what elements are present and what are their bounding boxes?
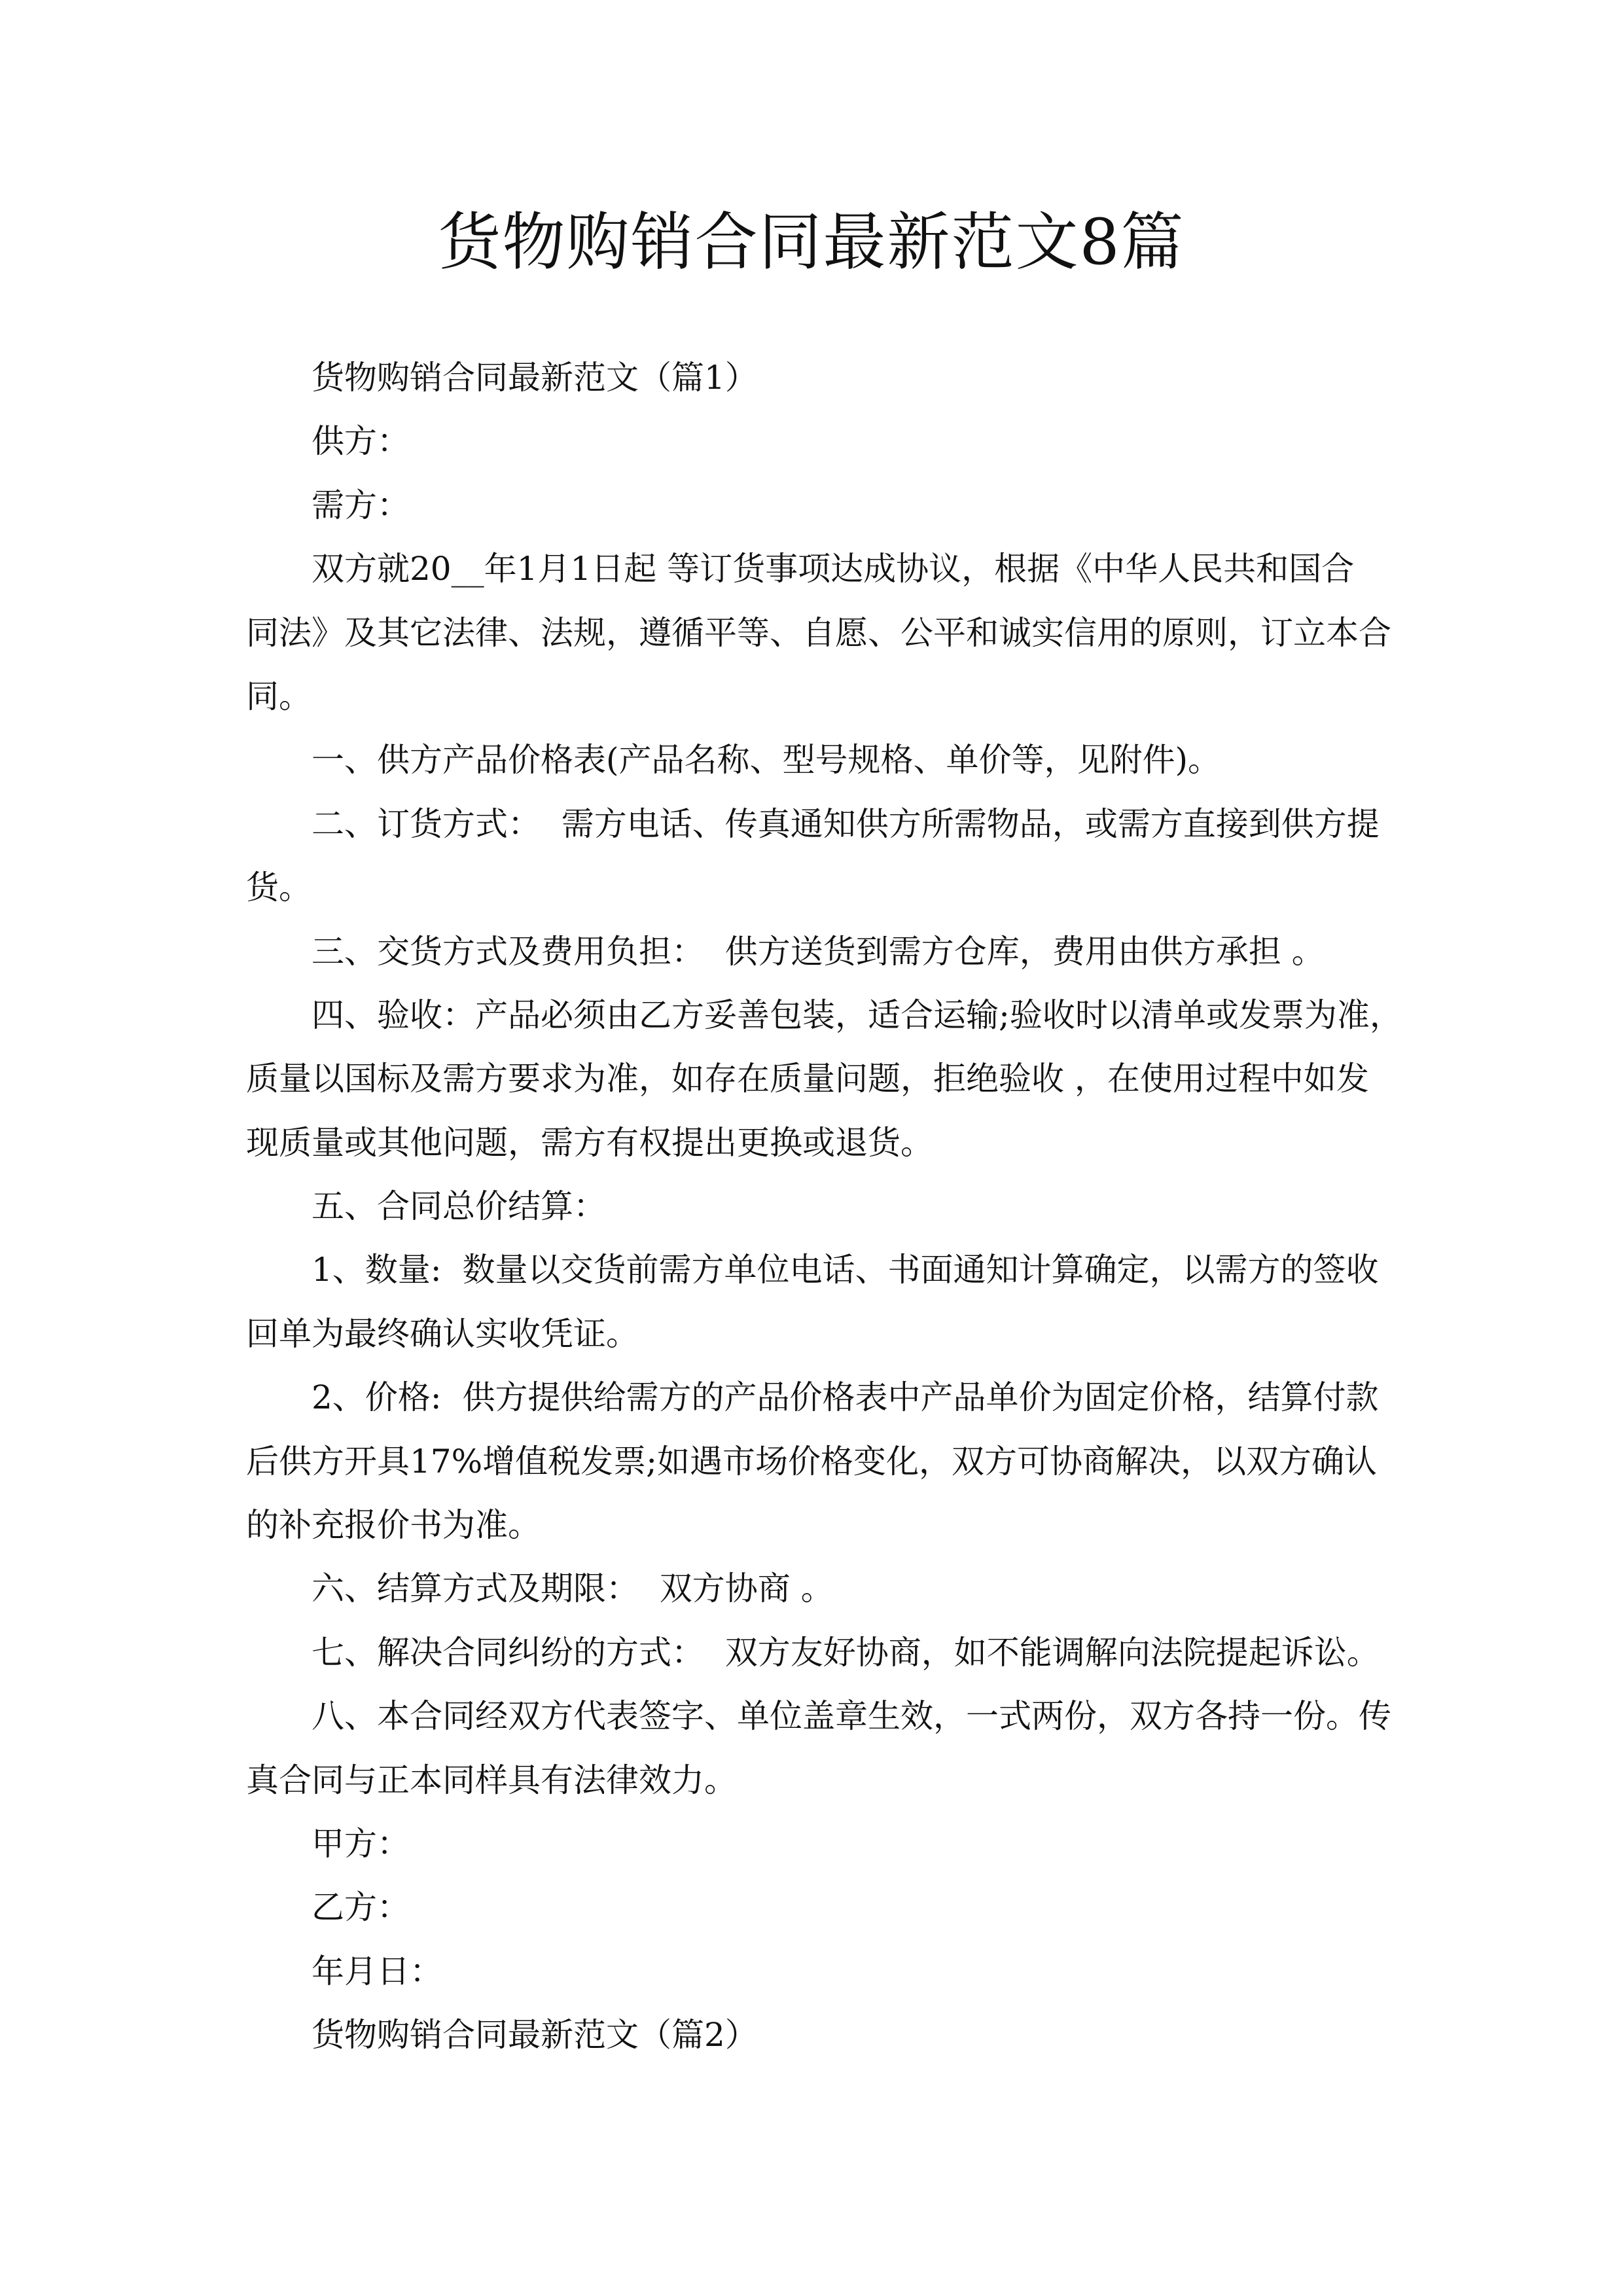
text-line: 一、供方产品价格表(产品名称、型号规格、单价等，见附件)。 <box>312 741 1221 780</box>
document-body <box>246 346 1402 2068</box>
text-line: 货物购销合同最新范文（篇1） <box>312 359 758 397</box>
text-line: 货物购销合同最新范文（篇2） <box>312 2016 758 2054</box>
text-line: 双方就20__年1月1日起 等订货事项达成协议，根据《中华人民共和国合 <box>312 550 1355 588</box>
text-line: 六、结算方式及期限： 双方协商 。 <box>312 1570 834 1608</box>
text-line: 货。 <box>246 869 312 907</box>
text-line: 回单为最终确认实收凭证。 <box>246 1314 639 1353</box>
text-line: 二、订货方式： 需方电话、传真通知供方所需物品，或需方直接到供方提 <box>312 804 1380 843</box>
text-line: 真合同与正本同样具有法律效力。 <box>246 1761 737 1799</box>
document-title: 货物购销合同最新范文8篇 <box>438 206 1185 279</box>
text-line: 供方： <box>312 422 410 461</box>
text-line: 七、解决合同纠纷的方式： 双方友好协商，如不能调解向法院提起诉讼。 <box>312 1633 1380 1672</box>
text-line: 甲方： <box>312 1824 410 1863</box>
text-line: 五、合同总价结算： <box>312 1187 606 1226</box>
text-line: 1、数量: 数量以交货前需方单位电话、书面通知计算确定，以需方的签收 <box>312 1251 1379 1289</box>
text-line: 的补充报价书为准。 <box>246 1506 541 1545</box>
text-line: 年月日： <box>312 1952 442 1990</box>
text-line: 同。 <box>246 677 312 715</box>
text-line: 八、本合同经双方代表签字、单位盖章生效，一式两份，双方各持一份。传 <box>312 1697 1391 1736</box>
text-line: 2、价格: 供方提供给需方的产品价格表中产品单价为固定价格，结算付款 <box>312 1378 1379 1417</box>
text-line: 后供方开具17%增值税发票;如遇市场价格变化，双方可协商解决，以双方确认 <box>246 1442 1377 1480</box>
text-line: 现质量或其他问题，需方有权提出更换或退货。 <box>246 1123 933 1162</box>
text-line: 四、验收：产品必须由乙方妥善包装，适合运输;验收时以清单或发票为准， <box>312 996 1402 1034</box>
text-line: 质量以国标及需方要求为准，如存在质量问题，拒绝验收 ，在使用过程中如发 <box>246 1060 1369 1098</box>
text-line: 需方： <box>312 486 410 524</box>
text-line: 乙方： <box>312 1888 410 1927</box>
text-line: 同法》及其它法律、法规，遵循平等、自愿、公平和诚实信用的原则，订立本合 <box>246 613 1391 652</box>
text-line: 三、交货方式及费用负担： 供方送货到需方仓库，费用由供方承担 。 <box>312 932 1325 971</box>
